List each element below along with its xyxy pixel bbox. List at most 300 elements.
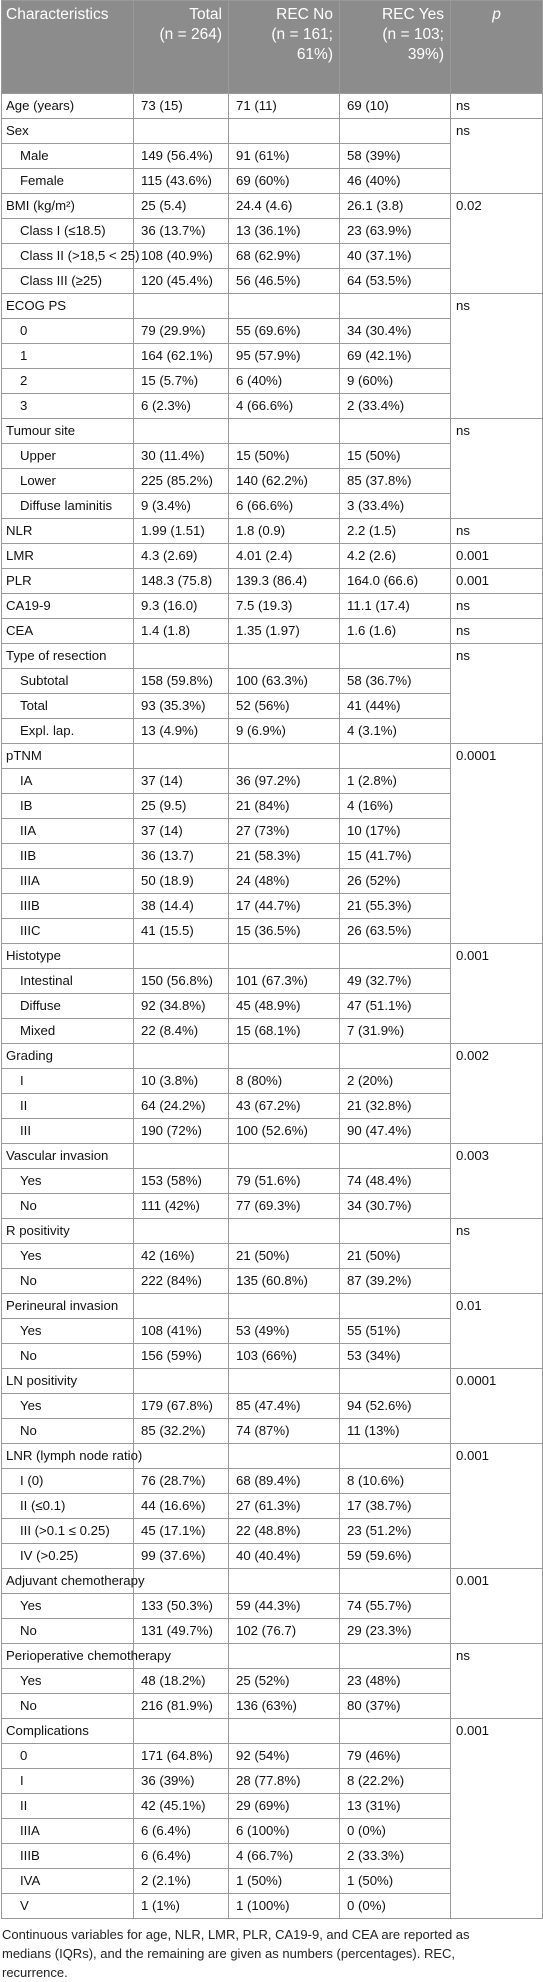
cell-rec-no: 69 (60%) — [229, 169, 340, 194]
cell-total: 111 (42%) — [134, 1194, 229, 1219]
cell-total: 1.99 (1.51) — [134, 519, 229, 544]
cell-rec-yes: 55 (51%) — [340, 1319, 451, 1344]
cell-rec-yes: 49 (32.7%) — [340, 969, 451, 994]
cell-p-value: 0.0001 — [451, 1369, 543, 1444]
cell-rec-no — [229, 419, 340, 444]
table-row — [2, 569, 543, 594]
group-title: Perioperative chemotherapy — [2, 1644, 134, 1669]
cell-rec-yes: 8 (22.2%) — [340, 1769, 451, 1794]
row-label: I — [2, 1769, 134, 1794]
cell-total — [134, 119, 229, 144]
cell-rec-yes: 79 (46%) — [340, 1744, 451, 1769]
cell-rec-yes — [340, 944, 451, 969]
cell-rec-yes: 46 (40%) — [340, 169, 451, 194]
row-label: 0 — [2, 319, 134, 344]
cell-rec-no: 22 (48.8%) — [229, 1519, 340, 1544]
cell-total — [134, 1444, 229, 1469]
cell-rec-no: 77 (69.3%) — [229, 1194, 340, 1219]
cell-total: 22 (8.4%) — [134, 1019, 229, 1044]
cell-rec-no: 24.4 (4.6) — [229, 194, 340, 219]
row-label: Total — [2, 694, 134, 719]
cell-rec-yes: 41 (44%) — [340, 694, 451, 719]
cell-p-value: 0.02 — [451, 194, 543, 294]
cell-rec-yes: 2 (33.3%) — [340, 1844, 451, 1869]
row-label: II (≤0.1) — [2, 1494, 134, 1519]
row-label: IA — [2, 769, 134, 794]
cell-rec-yes — [340, 119, 451, 144]
cell-total: 149 (56.4%) — [134, 144, 229, 169]
cell-rec-yes — [340, 1144, 451, 1169]
group-title: Tumour site — [2, 419, 134, 444]
group-header-row — [2, 1369, 543, 1394]
cell-rec-yes: 3 (33.4%) — [340, 494, 451, 519]
row-label: 2 — [2, 369, 134, 394]
cell-rec-yes: 26.1 (3.8) — [340, 194, 451, 219]
row-label: IIIA — [2, 869, 134, 894]
cell-rec-no: 43 (67.2%) — [229, 1094, 340, 1119]
cell-rec-no: 92 (54%) — [229, 1744, 340, 1769]
cell-rec-no: 140 (62.2%) — [229, 469, 340, 494]
row-label: Subtotal — [2, 669, 134, 694]
cell-rec-yes: 85 (37.8%) — [340, 469, 451, 494]
cell-rec-no: 71 (11) — [229, 94, 340, 119]
cell-rec-yes — [340, 1444, 451, 1469]
cell-rec-no: 53 (49%) — [229, 1319, 340, 1344]
cell-total — [134, 1219, 229, 1244]
cell-rec-no: 7.5 (19.3) — [229, 594, 340, 619]
cell-rec-yes: 47 (51.1%) — [340, 994, 451, 1019]
cell-total: 120 (45.4%) — [134, 269, 229, 294]
cell-total: 150 (56.8%) — [134, 969, 229, 994]
cell-rec-yes: 4 (3.1%) — [340, 719, 451, 744]
cell-rec-yes — [340, 1644, 451, 1669]
cell-rec-yes: 74 (48.4%) — [340, 1169, 451, 1194]
footnote-line: Continuous variables for age, NLR, LMR, PLR, CA19-9, and CEA are reported as — [2, 1927, 470, 1942]
cell-rec-no: 101 (67.3%) — [229, 969, 340, 994]
cell-rec-no: 17 (44.7%) — [229, 894, 340, 919]
cell-rec-yes — [340, 419, 451, 444]
group-header-row — [2, 1294, 543, 1319]
group-title: pTNM — [2, 744, 134, 769]
cell-p-value: 0.001 — [451, 1444, 543, 1569]
cell-rec-no: 79 (51.6%) — [229, 1169, 340, 1194]
cell-rec-no: 135 (60.8%) — [229, 1269, 340, 1294]
cell-rec-yes: 23 (48%) — [340, 1669, 451, 1694]
header-p-value: p — [451, 1, 543, 94]
table-body — [2, 94, 543, 1919]
cell-rec-yes: 2.2 (1.5) — [340, 519, 451, 544]
group-header-row — [2, 1569, 543, 1594]
row-label: IIIC — [2, 919, 134, 944]
cell-rec-no — [229, 1144, 340, 1169]
table-row — [2, 594, 543, 619]
group-header-row — [2, 119, 543, 144]
cell-total — [134, 419, 229, 444]
cell-rec-no: 45 (48.9%) — [229, 994, 340, 1019]
cell-rec-yes: 8 (10.6%) — [340, 1469, 451, 1494]
cell-total: 1 (1%) — [134, 1894, 229, 1919]
cell-rec-no: 4 (66.7%) — [229, 1844, 340, 1869]
cell-rec-yes — [340, 644, 451, 669]
group-header-row — [2, 1219, 543, 1244]
cell-rec-yes — [340, 1719, 451, 1744]
cell-p-value: 0.01 — [451, 1294, 543, 1369]
cell-rec-no — [229, 1719, 340, 1744]
cell-rec-yes: 64 (53.5%) — [340, 269, 451, 294]
row-label: Class II (>18,5 < 25) — [2, 244, 134, 269]
cell-total — [134, 1719, 229, 1744]
cell-total: 190 (72%) — [134, 1119, 229, 1144]
cell-rec-yes: 87 (39.2%) — [340, 1269, 451, 1294]
cell-p-value: 0.001 — [451, 569, 543, 594]
cell-total: 42 (45.1%) — [134, 1794, 229, 1819]
cell-rec-yes: 10 (17%) — [340, 819, 451, 844]
group-title: Grading — [2, 1044, 134, 1069]
cell-p-value: 0.002 — [451, 1044, 543, 1144]
group-title: LN positivity — [2, 1369, 134, 1394]
cell-rec-yes: 21 (55.3%) — [340, 894, 451, 919]
cell-rec-no: 29 (69%) — [229, 1794, 340, 1819]
cell-rec-yes: 23 (63.9%) — [340, 219, 451, 244]
group-title: LNR (lymph node ratio) — [2, 1444, 134, 1469]
cell-total: 85 (32.2%) — [134, 1419, 229, 1444]
cell-rec-yes: 0 (0%) — [340, 1894, 451, 1919]
cell-rec-yes: 13 (31%) — [340, 1794, 451, 1819]
row-label: IIIB — [2, 1844, 134, 1869]
cell-rec-no: 21 (84%) — [229, 794, 340, 819]
cell-rec-yes: 80 (37%) — [340, 1694, 451, 1719]
cell-p-value: ns — [451, 119, 543, 194]
cell-total: 179 (67.8%) — [134, 1394, 229, 1419]
cell-rec-yes — [340, 294, 451, 319]
cell-rec-no: 85 (47.4%) — [229, 1394, 340, 1419]
cell-total: 64 (24.2%) — [134, 1094, 229, 1119]
cell-total: 153 (58%) — [134, 1169, 229, 1194]
header-rec-yes: REC Yes (n = 103; 39%) — [340, 1, 451, 94]
cell-p-value: ns — [451, 519, 543, 544]
cell-rec-no: 9 (6.9%) — [229, 719, 340, 744]
group-header-row — [2, 194, 543, 219]
cell-rec-yes: 40 (37.1%) — [340, 244, 451, 269]
cell-rec-no — [229, 944, 340, 969]
cell-total: 13 (4.9%) — [134, 719, 229, 744]
group-title: ECOG PS — [2, 294, 134, 319]
row-label: Intestinal — [2, 969, 134, 994]
cell-total — [134, 1369, 229, 1394]
row-label: Lower — [2, 469, 134, 494]
cell-rec-no — [229, 1044, 340, 1069]
cell-total: 76 (28.7%) — [134, 1469, 229, 1494]
row-label: Age (years) — [2, 94, 134, 119]
cell-total: 222 (84%) — [134, 1269, 229, 1294]
cell-total: 148.3 (75.8) — [134, 569, 229, 594]
cell-p-value: ns — [451, 594, 543, 619]
table-footnote — [0, 1919, 539, 1982]
cell-rec-yes: 21 (50%) — [340, 1244, 451, 1269]
cell-total: 36 (13.7) — [134, 844, 229, 869]
cell-rec-yes — [340, 1294, 451, 1319]
cell-total: 48 (18.2%) — [134, 1669, 229, 1694]
cell-rec-no — [229, 1294, 340, 1319]
cell-rec-no — [229, 744, 340, 769]
cell-p-value: ns — [451, 1644, 543, 1719]
cell-rec-no — [229, 1369, 340, 1394]
row-label: No — [2, 1694, 134, 1719]
cell-rec-no: 13 (36.1%) — [229, 219, 340, 244]
cell-p-value: ns — [451, 1219, 543, 1294]
row-label: 1 — [2, 344, 134, 369]
cell-total: 115 (43.6%) — [134, 169, 229, 194]
cell-total: 6 (6.4%) — [134, 1819, 229, 1844]
cell-total: 10 (3.8%) — [134, 1069, 229, 1094]
cell-total: 108 (41%) — [134, 1319, 229, 1344]
cell-total: 9 (3.4%) — [134, 494, 229, 519]
cell-total: 216 (81.9%) — [134, 1694, 229, 1719]
group-title: Complications — [2, 1719, 134, 1744]
cell-total: 6 (2.3%) — [134, 394, 229, 419]
cell-rec-no: 28 (77.8%) — [229, 1769, 340, 1794]
cell-rec-yes: 69 (10) — [340, 94, 451, 119]
cell-total: 25 (5.4) — [134, 194, 229, 219]
row-label: Yes — [2, 1319, 134, 1344]
cell-rec-no: 55 (69.6%) — [229, 319, 340, 344]
group-header-row — [2, 1144, 543, 1169]
cell-p-value: 0.001 — [451, 544, 543, 569]
row-label: Male — [2, 144, 134, 169]
table-row — [2, 544, 543, 569]
cell-rec-no — [229, 1219, 340, 1244]
row-label: NLR — [2, 519, 134, 544]
group-title: Type of resection — [2, 644, 134, 669]
cell-rec-yes: 4 (16%) — [340, 794, 451, 819]
row-label: 0 — [2, 1744, 134, 1769]
cell-rec-yes: 15 (41.7%) — [340, 844, 451, 869]
cell-rec-yes: 29 (23.3%) — [340, 1619, 451, 1644]
cell-rec-no: 15 (50%) — [229, 444, 340, 469]
group-header-row — [2, 1044, 543, 1069]
cell-total — [134, 1144, 229, 1169]
cell-rec-no: 102 (76.7) — [229, 1619, 340, 1644]
cell-rec-no: 27 (73%) — [229, 819, 340, 844]
row-label: No — [2, 1619, 134, 1644]
row-label: V — [2, 1894, 134, 1919]
row-label: II — [2, 1094, 134, 1119]
row-label: Diffuse — [2, 994, 134, 1019]
row-label: No — [2, 1344, 134, 1369]
group-header-row — [2, 644, 543, 669]
cell-rec-yes — [340, 1569, 451, 1594]
cell-rec-no: 6 (100%) — [229, 1819, 340, 1844]
cell-rec-yes: 34 (30.4%) — [340, 319, 451, 344]
cell-rec-no: 103 (66%) — [229, 1344, 340, 1369]
cell-rec-yes: 1 (50%) — [340, 1869, 451, 1894]
cell-p-value: ns — [451, 619, 543, 644]
cell-rec-no: 21 (58.3%) — [229, 844, 340, 869]
cell-total — [134, 744, 229, 769]
cell-total: 2 (2.1%) — [134, 1869, 229, 1894]
cell-p-value: ns — [451, 419, 543, 519]
cell-total — [134, 1294, 229, 1319]
group-title: Perineural invasion — [2, 1294, 134, 1319]
cell-rec-no — [229, 644, 340, 669]
table-row — [2, 519, 543, 544]
cell-total: 36 (13.7%) — [134, 219, 229, 244]
row-label: IIB — [2, 844, 134, 869]
cell-total: 45 (17.1%) — [134, 1519, 229, 1544]
footnote-line: medians (IQRs), and the remaining are given as numbers (percentages). REC, — [2, 1946, 456, 1961]
row-label: LMR — [2, 544, 134, 569]
cell-total: 79 (29.9%) — [134, 319, 229, 344]
cell-total: 42 (16%) — [134, 1244, 229, 1269]
cell-total: 36 (39%) — [134, 1769, 229, 1794]
cell-p-value: 0.003 — [451, 1144, 543, 1219]
cell-rec-no — [229, 1644, 340, 1669]
row-label: Class I (≤18.5) — [2, 219, 134, 244]
table-row — [2, 94, 543, 119]
cell-rec-no: 1.8 (0.9) — [229, 519, 340, 544]
cell-rec-no: 6 (40%) — [229, 369, 340, 394]
group-header-row — [2, 1644, 543, 1669]
cell-rec-yes: 94 (52.6%) — [340, 1394, 451, 1419]
cell-rec-yes: 58 (39%) — [340, 144, 451, 169]
cell-rec-yes: 1.6 (1.6) — [340, 619, 451, 644]
cell-total: 25 (9.5) — [134, 794, 229, 819]
row-label: IB — [2, 794, 134, 819]
cell-rec-no: 21 (50%) — [229, 1244, 340, 1269]
cell-p-value: ns — [451, 294, 543, 419]
cell-rec-no: 15 (36.5%) — [229, 919, 340, 944]
row-label: Expl. lap. — [2, 719, 134, 744]
characteristics-table — [1, 0, 543, 1919]
cell-rec-yes: 53 (34%) — [340, 1344, 451, 1369]
cell-total: 156 (59%) — [134, 1344, 229, 1369]
cell-total — [134, 944, 229, 969]
cell-rec-yes: 4.2 (2.6) — [340, 544, 451, 569]
cell-rec-yes — [340, 1044, 451, 1069]
cell-rec-no — [229, 119, 340, 144]
cell-rec-yes — [340, 744, 451, 769]
cell-rec-no: 27 (61.3%) — [229, 1494, 340, 1519]
cell-total: 99 (37.6%) — [134, 1544, 229, 1569]
row-label: Yes — [2, 1169, 134, 1194]
cell-total: 6 (6.4%) — [134, 1844, 229, 1869]
row-label: 3 — [2, 394, 134, 419]
cell-rec-yes: 1 (2.8%) — [340, 769, 451, 794]
header-row — [2, 1, 543, 94]
group-header-row — [2, 944, 543, 969]
cell-p-value: 0.001 — [451, 944, 543, 1044]
cell-rec-yes: 59 (59.6%) — [340, 1544, 451, 1569]
cell-p-value: ns — [451, 94, 543, 119]
cell-total: 44 (16.6%) — [134, 1494, 229, 1519]
cell-rec-yes — [340, 1369, 451, 1394]
cell-rec-no: 100 (63.3%) — [229, 669, 340, 694]
footnote-line: recurrence. — [2, 1965, 68, 1980]
cell-rec-no — [229, 294, 340, 319]
row-label: I — [2, 1069, 134, 1094]
cell-total — [134, 294, 229, 319]
row-label: Yes — [2, 1394, 134, 1419]
cell-total: 37 (14) — [134, 769, 229, 794]
cell-rec-no: 136 (63%) — [229, 1694, 340, 1719]
row-label: IIIA — [2, 1819, 134, 1844]
row-label: Yes — [2, 1244, 134, 1269]
group-title: Sex — [2, 119, 134, 144]
cell-rec-yes: 15 (50%) — [340, 444, 451, 469]
row-label: Female — [2, 169, 134, 194]
group-title: Vascular invasion — [2, 1144, 134, 1169]
group-title: BMI (kg/m²) — [2, 194, 134, 219]
cell-total: 1.4 (1.8) — [134, 619, 229, 644]
row-label: IIIB — [2, 894, 134, 919]
cell-total — [134, 644, 229, 669]
cell-rec-yes: 23 (51.2%) — [340, 1519, 451, 1544]
row-label: Mixed — [2, 1019, 134, 1044]
group-title: Adjuvant chemotherapy — [2, 1569, 134, 1594]
cell-total: 30 (11.4%) — [134, 444, 229, 469]
row-label: CEA — [2, 619, 134, 644]
cell-rec-no: 4.01 (2.4) — [229, 544, 340, 569]
group-header-row — [2, 744, 543, 769]
row-label: IIA — [2, 819, 134, 844]
cell-total: 38 (14.4) — [134, 894, 229, 919]
cell-total: 50 (18.9) — [134, 869, 229, 894]
cell-rec-no: 4 (66.6%) — [229, 394, 340, 419]
cell-total: 4.3 (2.69) — [134, 544, 229, 569]
cell-rec-yes: 17 (38.7%) — [340, 1494, 451, 1519]
row-label: Yes — [2, 1669, 134, 1694]
cell-rec-yes: 21 (32.8%) — [340, 1094, 451, 1119]
cell-rec-yes: 26 (63.5%) — [340, 919, 451, 944]
cell-total: 158 (59.8%) — [134, 669, 229, 694]
cell-rec-yes: 74 (55.7%) — [340, 1594, 451, 1619]
cell-rec-no: 68 (89.4%) — [229, 1469, 340, 1494]
row-label: No — [2, 1194, 134, 1219]
cell-rec-yes: 69 (42.1%) — [340, 344, 451, 369]
cell-total: 108 (40.9%) — [134, 244, 229, 269]
cell-rec-yes: 9 (60%) — [340, 369, 451, 394]
cell-rec-no: 139.3 (86.4) — [229, 569, 340, 594]
cell-rec-no: 6 (66.6%) — [229, 494, 340, 519]
cell-rec-no: 59 (44.3%) — [229, 1594, 340, 1619]
cell-rec-yes: 11 (13%) — [340, 1419, 451, 1444]
row-label: IVA — [2, 1869, 134, 1894]
row-label: III (>0.1 ≤ 0.25) — [2, 1519, 134, 1544]
row-label: No — [2, 1419, 134, 1444]
row-label: No — [2, 1269, 134, 1294]
row-label: II — [2, 1794, 134, 1819]
cell-rec-no: 15 (68.1%) — [229, 1019, 340, 1044]
cell-rec-yes: 58 (36.7%) — [340, 669, 451, 694]
cell-total: 93 (35.3%) — [134, 694, 229, 719]
cell-rec-no: 25 (52%) — [229, 1669, 340, 1694]
cell-total — [134, 1044, 229, 1069]
cell-rec-no: 24 (48%) — [229, 869, 340, 894]
cell-rec-no — [229, 1569, 340, 1594]
group-title: Histotype — [2, 944, 134, 969]
group-header-row — [2, 294, 543, 319]
cell-total: 133 (50.3%) — [134, 1594, 229, 1619]
cell-rec-no: 1.35 (1.97) — [229, 619, 340, 644]
cell-total: 164 (62.1%) — [134, 344, 229, 369]
row-label: Diffuse laminitis — [2, 494, 134, 519]
row-label: CA19-9 — [2, 594, 134, 619]
cell-total: 131 (49.7%) — [134, 1619, 229, 1644]
cell-total — [134, 1569, 229, 1594]
cell-rec-no: 56 (46.5%) — [229, 269, 340, 294]
row-label: IV (>0.25) — [2, 1544, 134, 1569]
row-label: Yes — [2, 1594, 134, 1619]
